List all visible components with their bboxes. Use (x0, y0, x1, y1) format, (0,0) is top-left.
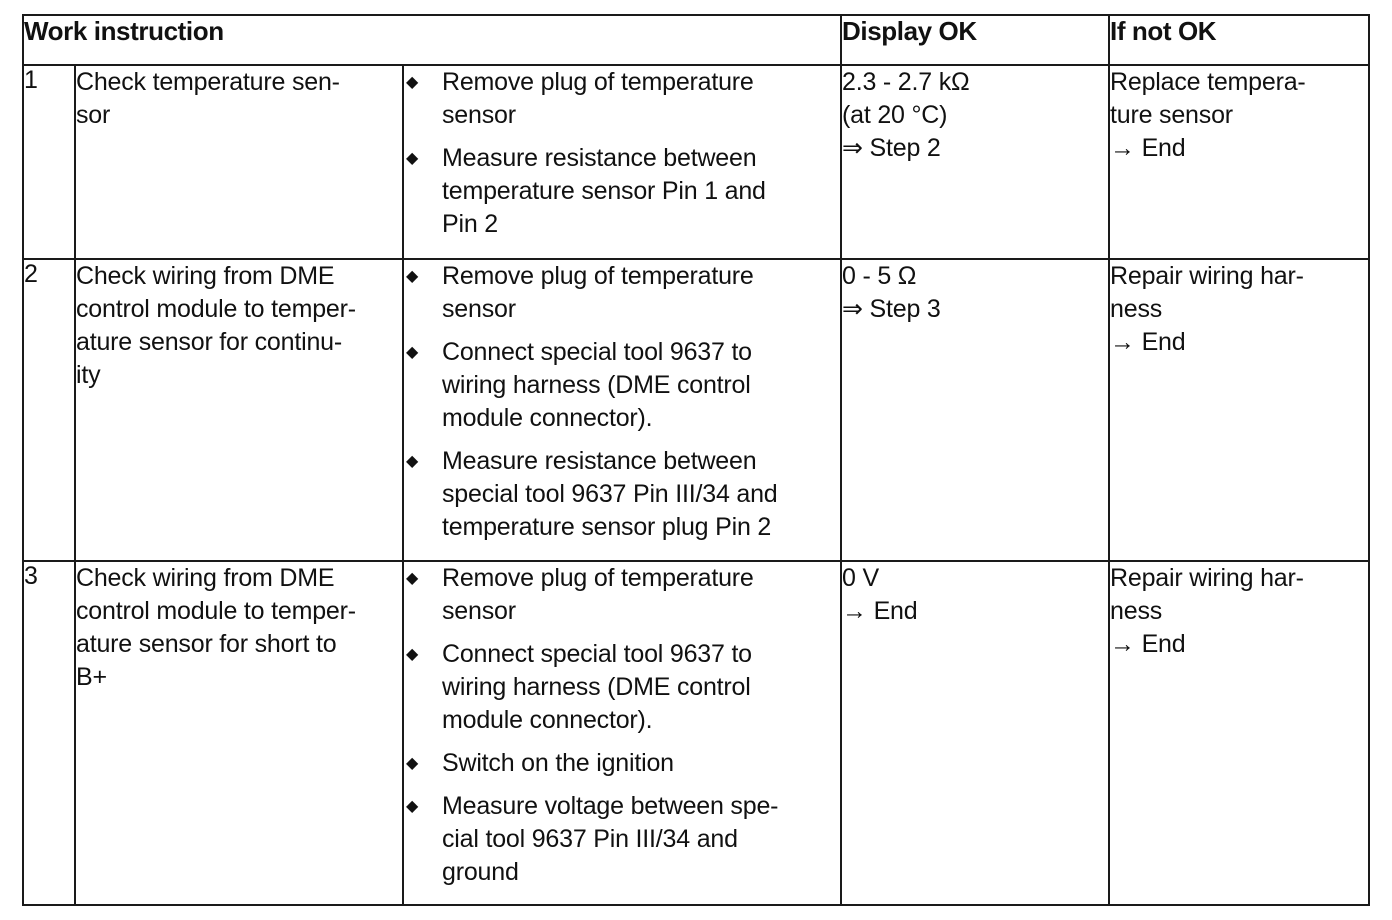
action-text (442, 66, 840, 132)
action-item (404, 445, 840, 544)
action-line: Pin 2 (442, 210, 498, 238)
action-line: temperature sensor Pin 1 and (442, 177, 766, 205)
step-actions (403, 259, 841, 561)
display-ok-value (841, 65, 1109, 259)
step-number: 1 (23, 65, 75, 259)
diamond-bullet-icon: ◆ (406, 453, 419, 470)
diamond-bullet-icon: ◆ (406, 74, 419, 91)
header-work-instruction: Work instruction (23, 15, 841, 65)
if-not-ok-line: → End (1110, 328, 1186, 356)
display-ok-value (841, 259, 1109, 561)
action-line: module connector). (442, 404, 653, 432)
description-line: Check wiring from DME (76, 262, 335, 290)
table-row (23, 65, 1369, 259)
action-text (442, 445, 840, 544)
action-text (442, 562, 840, 628)
action-item (404, 260, 840, 326)
diamond-bullet-icon: ◆ (406, 570, 419, 587)
display-ok-line: ⇒ Step 3 (842, 295, 941, 323)
display-ok-line: → End (842, 597, 918, 625)
action-text (442, 747, 840, 780)
if-not-ok-line: ture sensor (1110, 101, 1233, 129)
if-not-ok-line: Repair wiring har- (1110, 564, 1304, 592)
if-not-ok-action (1109, 259, 1369, 561)
action-item (404, 142, 840, 241)
action-text (442, 638, 840, 737)
step-description (75, 65, 403, 259)
step-number: 2 (23, 259, 75, 561)
description-line: ature sensor for short to (76, 630, 337, 658)
step-number: 3 (23, 561, 75, 905)
diamond-bullet-icon: ◆ (406, 268, 419, 285)
action-line: wiring harness (DME control (442, 673, 751, 701)
description-line: sor (76, 101, 111, 129)
action-line: Remove plug of temperature (442, 68, 754, 96)
display-ok-line: ⇒ Step 2 (842, 134, 941, 162)
action-line: special tool 9637 Pin III/34 and (442, 480, 778, 508)
table-row (23, 561, 1369, 905)
action-line: Measure resistance between (442, 144, 757, 172)
action-line: wiring harness (DME control (442, 371, 751, 399)
action-item (404, 562, 840, 628)
action-line: Remove plug of temperature (442, 564, 754, 592)
action-line: module connector). (442, 706, 653, 734)
action-line: Measure resistance between (442, 447, 757, 475)
action-line: Measure voltage between spe- (442, 792, 779, 820)
action-line: Remove plug of temperature (442, 262, 754, 290)
action-line: ground (442, 858, 519, 886)
description-line: control module to temper- (76, 295, 356, 323)
step-description (75, 561, 403, 905)
if-not-ok-line: Replace tempera- (1110, 68, 1306, 96)
action-item (404, 66, 840, 132)
action-line: sensor (442, 101, 516, 129)
action-line: temperature sensor plug Pin 2 (442, 513, 772, 541)
action-text (442, 336, 840, 435)
action-text (442, 790, 840, 889)
description-line: B+ (76, 663, 107, 691)
if-not-ok-action (1109, 65, 1369, 259)
action-line: Switch on the ignition (442, 749, 674, 777)
if-not-ok-line: Repair wiring har- (1110, 262, 1304, 290)
if-not-ok-line: → End (1110, 134, 1186, 162)
table-row (23, 259, 1369, 561)
description-line: ity (76, 361, 101, 389)
table-header-row (23, 15, 1369, 65)
action-line: sensor (442, 597, 516, 625)
diamond-bullet-icon: ◆ (406, 150, 419, 167)
action-line: sensor (442, 295, 516, 323)
if-not-ok-line: → End (1110, 630, 1186, 658)
step-actions (403, 65, 841, 259)
diamond-bullet-icon: ◆ (406, 646, 419, 663)
display-ok-line: 2.3 - 2.7 kΩ (842, 68, 970, 96)
action-text (442, 260, 840, 326)
if-not-ok-line: ness (1110, 597, 1163, 625)
action-item (404, 747, 840, 780)
diamond-bullet-icon: ◆ (406, 798, 419, 815)
display-ok-value (841, 561, 1109, 905)
description-line: Check temperature sen- (76, 68, 340, 96)
action-line: Connect special tool 9637 to (442, 338, 752, 366)
action-line: cial tool 9637 Pin III/34 and (442, 825, 738, 853)
action-line: Connect special tool 9637 to (442, 640, 752, 668)
display-ok-line: 0 - 5 Ω (842, 262, 917, 290)
step-description (75, 259, 403, 561)
diamond-bullet-icon: ◆ (406, 755, 419, 772)
if-not-ok-line: ness (1110, 295, 1163, 323)
description-line: Check wiring from DME (76, 564, 335, 592)
work-instruction-table (22, 14, 1370, 906)
action-text (442, 142, 840, 241)
action-item (404, 790, 840, 889)
diamond-bullet-icon: ◆ (406, 344, 419, 361)
if-not-ok-action (1109, 561, 1369, 905)
action-item (404, 336, 840, 435)
step-actions (403, 561, 841, 905)
description-line: ature sensor for continu- (76, 328, 342, 356)
display-ok-line: 0 V (842, 564, 879, 592)
display-ok-line: (at 20 °C) (842, 101, 948, 129)
action-item (404, 638, 840, 737)
header-if-not-ok: If not OK (1109, 15, 1369, 65)
header-display-ok: Display OK (841, 15, 1109, 65)
description-line: control module to temper- (76, 597, 356, 625)
